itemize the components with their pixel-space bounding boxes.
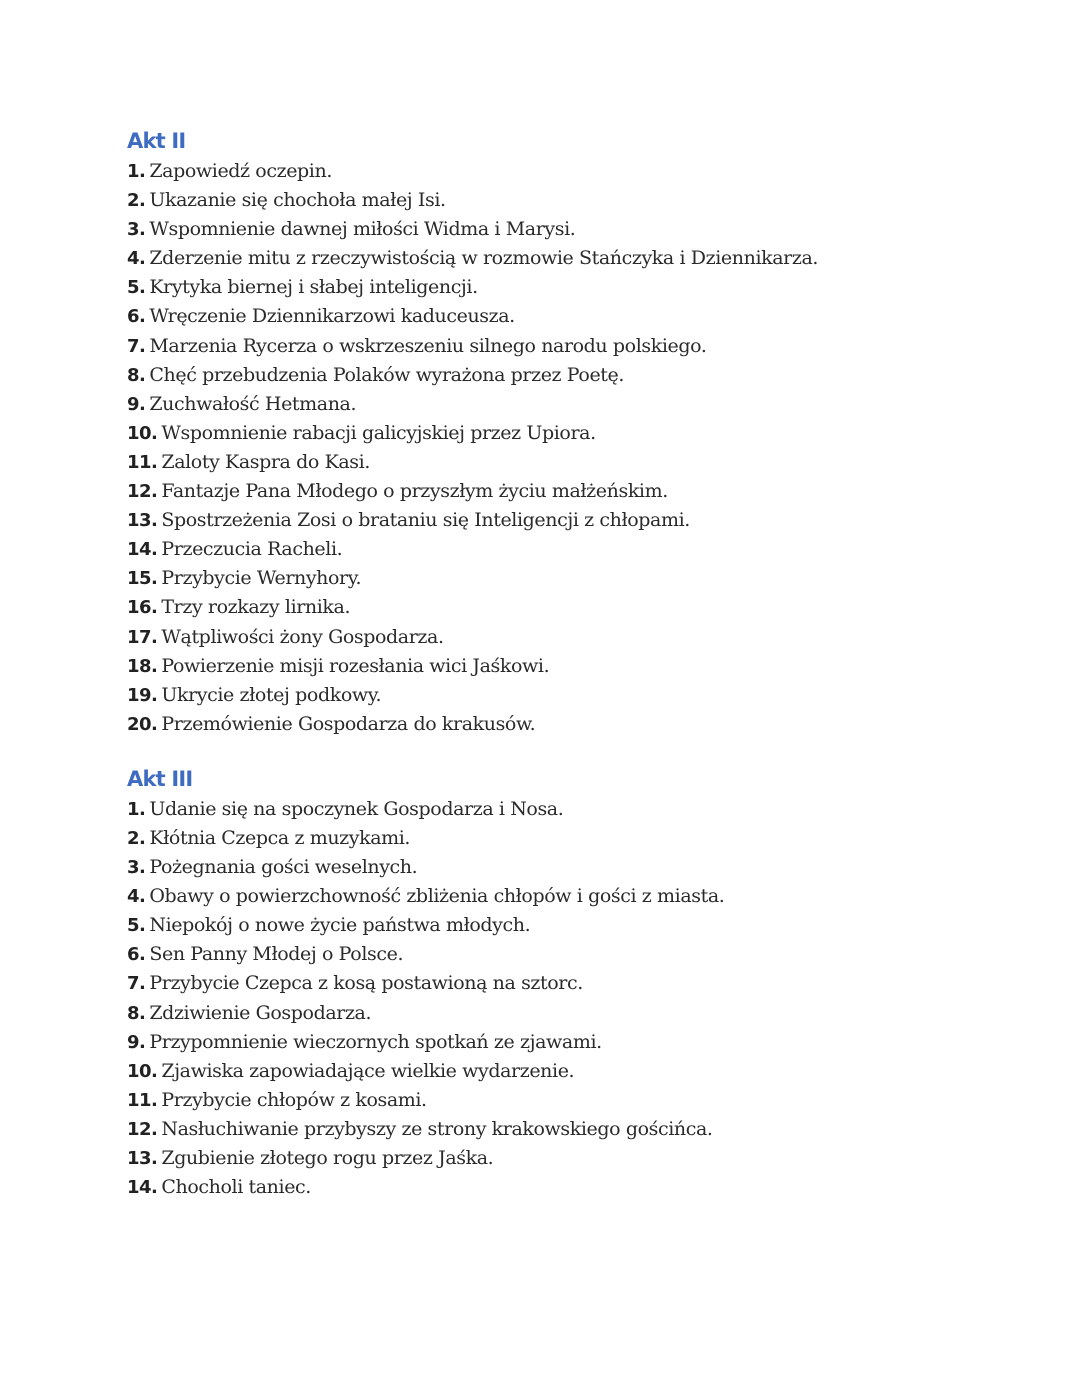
item-text: Przybycie Wernyhory. — [161, 567, 362, 590]
item-text: Fantazje Pana Młodego o przyszłym życiu małżeńskim. — [161, 480, 668, 503]
item-text: Wspomnienie rabacji galicyjskiej przez Upiora. — [161, 421, 596, 444]
item-text: Spostrzeżenia Zosi o brataniu się Inteligencji z chłopami. — [161, 509, 690, 532]
item-text: Sen Panny Młodej o Polsce. — [149, 943, 404, 966]
item-text: Powierzenie misji rozesłania wici Jaśkowi. — [161, 654, 550, 677]
plot-list — [127, 795, 1027, 1202]
list-item — [127, 1028, 1027, 1057]
list-item — [127, 1144, 1027, 1173]
item-text: Przemówienie Gospodarza do krakusów. — [161, 712, 536, 735]
list-item — [127, 710, 1027, 739]
item-number: 19. — [127, 684, 158, 706]
item-number: 2. — [127, 827, 146, 849]
item-number: 10. — [127, 1060, 158, 1082]
list-item — [127, 157, 1027, 186]
item-text: Trzy rozkazy lirnika. — [161, 596, 351, 619]
item-text: Ukazanie się chochoła małej Isi. — [149, 189, 446, 212]
list-item — [127, 448, 1027, 477]
list-item — [127, 215, 1027, 244]
item-text: Zgubienie złotego rogu przez Jaśka. — [161, 1147, 494, 1169]
item-number: 8. — [127, 364, 146, 386]
item-number: 6. — [127, 306, 146, 328]
item-text: Marzenia Rycerza o wskrzeszeniu silnego narodu polskiego. — [149, 334, 707, 357]
item-text: Przybycie Czepca z kosą postawioną na sztorc. — [149, 972, 583, 995]
item-text: Zjawiska zapowiadające wielkie wydarzenie. — [161, 1059, 575, 1082]
item-number: 5. — [127, 277, 146, 299]
list-item — [127, 882, 1027, 911]
item-text: Pożegnania gości weselnych. — [149, 856, 418, 879]
list-item — [127, 652, 1027, 681]
list-item — [127, 1115, 1027, 1144]
item-text: Przypomnienie wieczornych spotkań ze zjawami. — [149, 1030, 602, 1053]
item-number: 9. — [127, 1031, 146, 1053]
document-page — [127, 126, 1027, 1202]
item-number: 3. — [127, 219, 146, 241]
item-text: Przeczucia Racheli. — [161, 538, 343, 561]
list-item — [127, 853, 1027, 882]
item-text: Kłótnia Czepca z muzykami. — [149, 826, 411, 849]
item-number: 14. — [127, 539, 158, 561]
item-number: 10. — [127, 422, 158, 444]
list-item — [127, 477, 1027, 506]
item-number: 15. — [127, 568, 158, 590]
section-title: Akt III — [127, 766, 193, 791]
item-text: Zapowiedź oczepin. — [149, 160, 332, 182]
list-item — [127, 302, 1027, 331]
item-text: Udanie się na spoczynek Gospodarza i Nosa. — [149, 797, 564, 820]
list-item — [127, 969, 1027, 998]
item-text: Zdziwienie Gospodarza. — [149, 1001, 372, 1024]
item-number: 17. — [127, 626, 158, 648]
item-number: 11. — [127, 451, 158, 473]
item-text: Zuchwałość Hetmana. — [149, 392, 357, 415]
list-item — [127, 419, 1027, 448]
item-text: Wspomnienie dawnej miłości Widma i Marysi. — [149, 218, 576, 241]
item-number: 11. — [127, 1089, 158, 1111]
item-number: 4. — [127, 248, 146, 270]
list-item — [127, 681, 1027, 710]
item-number: 8. — [127, 1002, 146, 1024]
item-text: Zderzenie mitu z rzeczywistością w rozmowie Stańczyka i Dziennikarza. — [149, 247, 819, 270]
list-item — [127, 390, 1027, 419]
item-number: 13. — [127, 1148, 158, 1169]
section-akt-2 — [127, 126, 1027, 739]
item-number: 7. — [127, 973, 146, 995]
list-item — [127, 564, 1027, 593]
plot-list — [127, 157, 1027, 739]
list-item — [127, 244, 1027, 273]
item-number: 2. — [127, 190, 146, 212]
list-item — [127, 999, 1027, 1028]
list-item — [127, 361, 1027, 390]
item-text: Niepokój o nowe życie państwa młodych. — [149, 914, 531, 937]
item-text: Wątpliwości żony Gospodarza. — [161, 625, 444, 648]
list-item — [127, 1173, 1027, 1202]
list-item — [127, 1057, 1027, 1086]
item-number: 20. — [127, 713, 158, 735]
item-text: Obawy o powierzchowność zbliżenia chłopów i gości z miasta. — [149, 885, 725, 908]
item-number: 13. — [127, 510, 158, 532]
item-number: 16. — [127, 597, 158, 619]
item-text: Nasłuchiwanie przybyszy ze strony krakowskiego gościńca. — [161, 1117, 713, 1140]
list-item — [127, 535, 1027, 564]
item-number: 7. — [127, 335, 146, 357]
item-number: 3. — [127, 857, 146, 879]
item-number: 1. — [127, 161, 146, 182]
item-number: 18. — [127, 655, 158, 677]
list-item — [127, 795, 1027, 824]
list-item — [127, 623, 1027, 652]
list-item — [127, 273, 1027, 302]
item-number: 4. — [127, 886, 146, 908]
list-item — [127, 332, 1027, 361]
list-item — [127, 824, 1027, 853]
list-item — [127, 506, 1027, 535]
item-text: Wręczenie Dziennikarzowi kaduceusza. — [149, 305, 515, 328]
list-item — [127, 911, 1027, 940]
item-number: 12. — [127, 481, 158, 503]
item-number: 12. — [127, 1118, 158, 1140]
item-number: 9. — [127, 393, 146, 415]
item-number: 6. — [127, 944, 146, 966]
item-number: 14. — [127, 1177, 158, 1199]
item-text: Chocholi taniec. — [161, 1176, 311, 1199]
section-akt-3 — [127, 764, 1027, 1202]
item-text: Zaloty Kaspra do Kasi. — [161, 450, 370, 473]
list-item — [127, 186, 1027, 215]
item-number: 1. — [127, 798, 146, 820]
list-item — [127, 940, 1027, 969]
section-title: Akt II — [127, 129, 186, 153]
list-item — [127, 593, 1027, 622]
item-text: Przybycie chłopów z kosami. — [161, 1088, 427, 1111]
item-text: Krytyka biernej i słabej inteligencji. — [149, 276, 478, 299]
item-text: Ukrycie złotej podkowy. — [161, 683, 382, 706]
item-text: Chęć przebudzenia Polaków wyrażona przez Poetę. — [149, 363, 625, 386]
item-number: 5. — [127, 915, 146, 937]
list-item — [127, 1086, 1027, 1115]
